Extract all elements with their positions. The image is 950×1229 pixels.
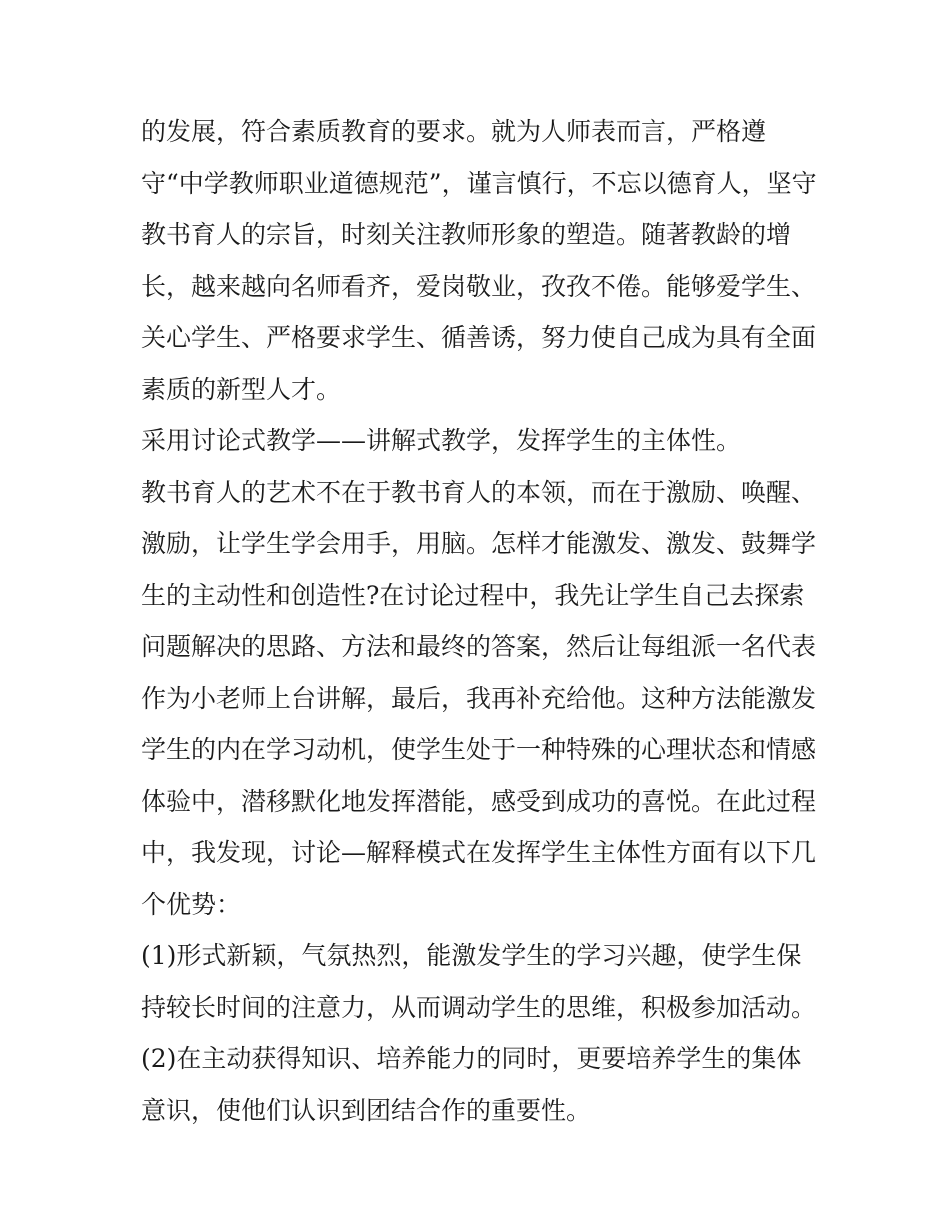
text-line: 长，越来越向名师看齐，爱岗敬业，孜孜不倦。能够爱学生、: [141, 271, 817, 301]
body-text: [141, 106, 821, 1136]
text-line: 作为小老师上台讲解，最后，我再补充给他。这种方法能激发: [141, 683, 817, 713]
text-line: 激励，让学生学会用手，用脑。怎样才能激发、激发、鼓舞学: [141, 529, 817, 558]
text-line: 个优势：: [141, 889, 242, 919]
text-line: 问题解决的思路、方法和最终的答案，然后让每组派一名代表: [141, 632, 817, 661]
text-line: 学生的内在学习动机，使学生处于一种特殊的心理状态和情感: [141, 735, 817, 764]
text-line: 持较长时间的注意力，从而调动学生的思维，积极参加活动。: [141, 992, 817, 1022]
text-line: 生的主动性和创造性?在讨论过程中，我先让学生自己去探索: [141, 580, 805, 610]
text-line: 关心学生、严格要求学生、循善诱，努力使自己成为具有全面: [141, 323, 817, 352]
list-item-1: (1)形式新颖，气氛热烈，能激发学生的学习兴趣，使学生保: [141, 941, 802, 970]
text-line: 体验中，潜移默化地发挥潜能，感受到成功的喜悦。在此过程: [141, 786, 817, 816]
text-line: 意识，使他们认识到团结合作的重要性。: [141, 1095, 592, 1125]
text-line: 教书育人的艺术不在于教书育人的本领，而在于激励、唤醒、: [141, 477, 817, 507]
section-heading: 采用讨论式教学——讲解式教学，发挥学生的主体性。: [141, 426, 742, 455]
text-line: 的发展，符合素质教育的要求。就为人师表而言，严格遵: [141, 117, 767, 146]
text-line: 教书育人的宗旨，时刻关注教师形象的塑造。随著教龄的增: [141, 220, 792, 249]
text-line: 中，我发现，讨论—解释模式在发挥学生主体性方面有以下几: [141, 838, 817, 867]
list-item-2: (2)在主动获得知识、培养能力的同时，更要培养学生的集体: [141, 1044, 802, 1073]
text-line: 守“中学教师职业道德规范”，谨言慎行，不忘以德育人，坚守: [141, 168, 817, 198]
text-line: 素质的新型人才。: [141, 374, 342, 404]
